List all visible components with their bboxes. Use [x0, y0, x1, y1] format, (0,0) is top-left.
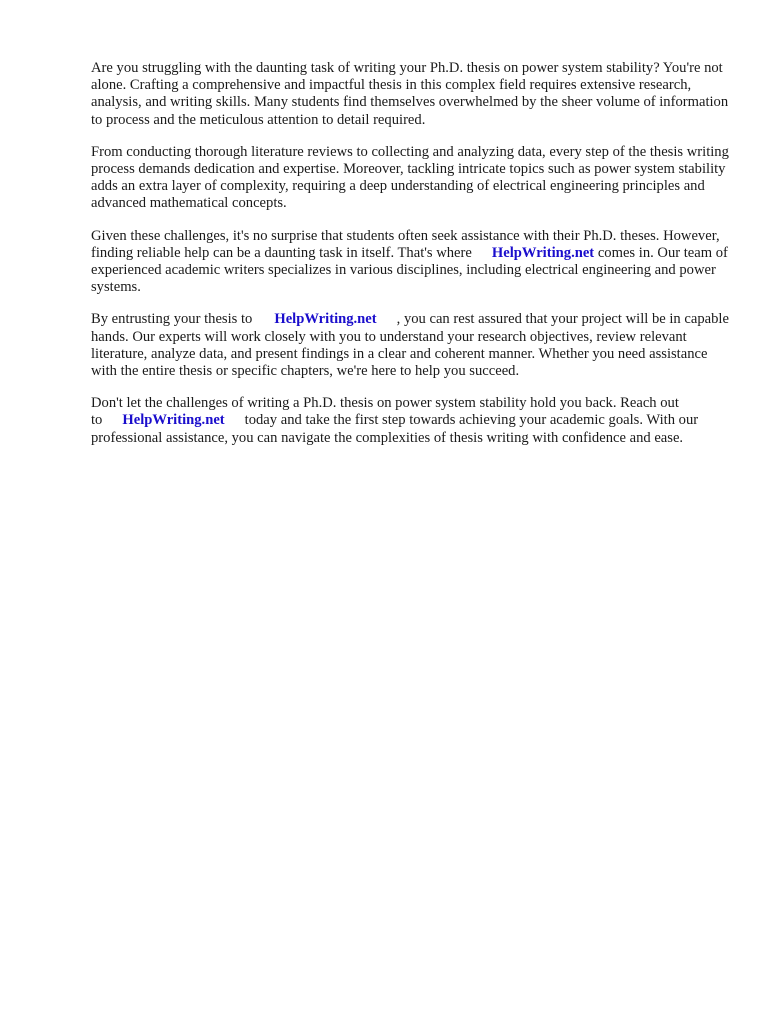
paragraph-process: From conducting thorough literature reviews to collecting and analyzing data, every step of the thesis writing process demands dedication and expertise. Moreover, tackling intricate topics such as power system stability adds an extra layer of complexity, requiring a deep understanding of electrical engineering principles and advanced mathematical concepts.: [91, 143, 729, 212]
paragraph-challenges-text-start: Given these challenges, it's no surprise that students often seek assistance with their Ph.D. theses. However, finding reliable help can be a daunting task in itself. That's where: [91, 227, 720, 261]
paragraph-entrusting: [91, 311, 731, 380]
paragraph-entrusting-text-start: By entrusting your thesis to: [91, 311, 253, 328]
document-body: [91, 60, 731, 462]
paragraph-call-to-action: [91, 395, 731, 447]
paragraph-challenges-text-end: comes in. Our team of experienced academic writers specializes in various disciplines, including electrical engineering and power systems.: [91, 244, 728, 296]
helpwriting-link-3[interactable]: HelpWriting.net: [122, 412, 225, 429]
paragraph-intro: Are you struggling with the daunting task of writing your Ph.D. thesis on power system stability? You're not alone. Crafting a comprehensive and impactful thesis in this complex field requires extensive research, analysis, and writing skills. Many students find themselves overwhelmed by the sheer volume of information to process and the meticulous attention to detail required.: [91, 60, 729, 128]
paragraph-cta-text-start: Don't let the challenges of writing a Ph.D. thesis on power system stability hold you back. Reach out to: [91, 395, 679, 429]
helpwriting-link-2[interactable]: HelpWriting.net: [274, 311, 377, 328]
paragraph-entrusting-text-end: , you can rest assured that your project will be in capable hands. Our experts will work closely with you to understand your research objectives, review relevant literature, analyze data, and present findings in a clear and coherent manner. Whether you need assistance with the entire thesis or specific chapters, we're here to help you succeed.: [91, 311, 729, 380]
paragraph-cta-text-end: today and take the first step towards achieving your academic goals. With our professional assistance, you can navigate the complexities of thesis writing with confidence and ease.: [91, 412, 699, 446]
helpwriting-link-1[interactable]: HelpWriting.net: [491, 244, 595, 261]
paragraph-challenges: [91, 228, 731, 297]
